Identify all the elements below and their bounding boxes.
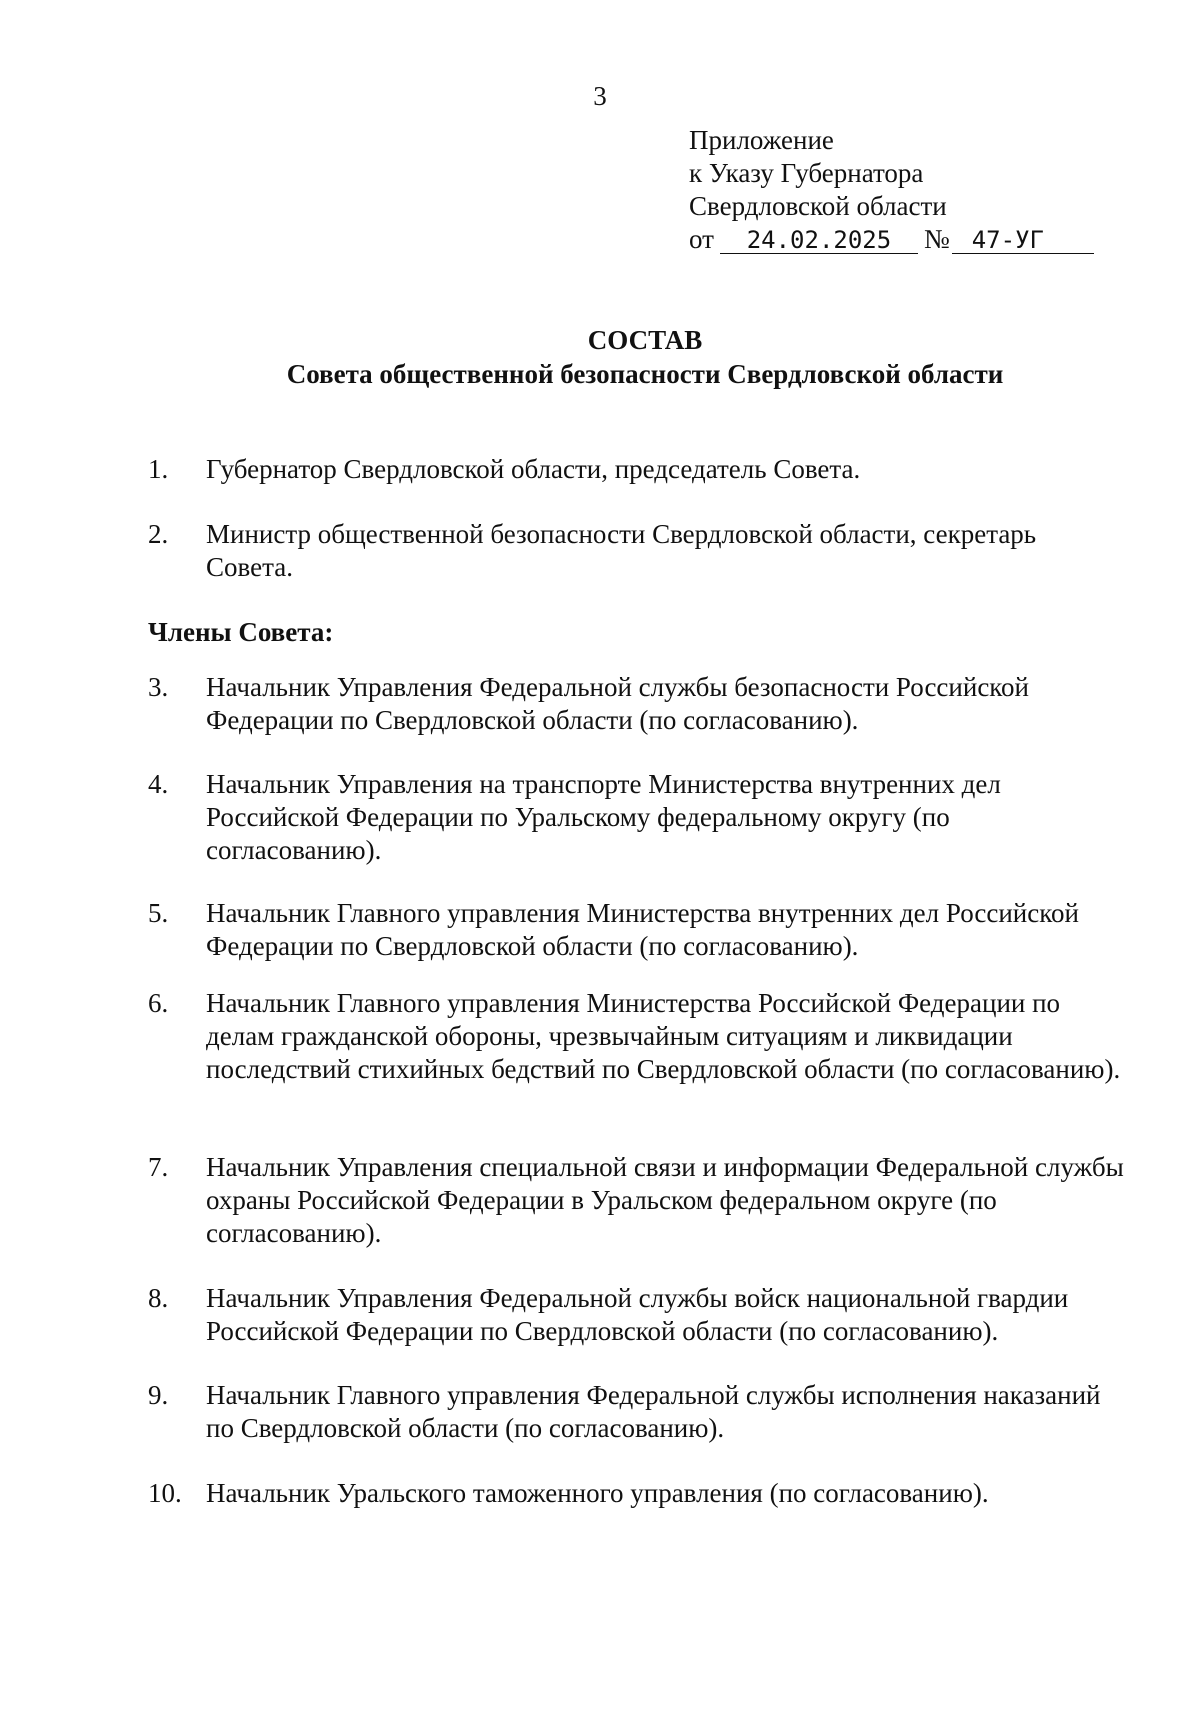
appendix-line-1: Приложение: [689, 125, 834, 155]
list-item: [148, 897, 1128, 963]
list-item: [148, 1151, 1128, 1250]
list-item: [148, 1477, 1128, 1510]
item-text: Начальник Управления на транспорте Министерства внутренних дел Российской Федерации по Уральскому федеральному округу (по согласованию).: [206, 769, 1001, 865]
list-item: [148, 453, 1128, 486]
item-number: 9.: [148, 1380, 169, 1410]
appendix-block: [689, 124, 1094, 256]
item-number: 1.: [148, 454, 169, 484]
item-text: Начальник Уральского таможенного управления (по согласованию).: [206, 1478, 989, 1508]
document-title: [0, 323, 1200, 391]
order-date: 24.02.2025: [720, 227, 918, 254]
item-text: Начальник Главного управления Федеральной службы исполнения наказаний по Свердловской области (по согласованию).: [206, 1380, 1101, 1443]
page-number: 3: [593, 81, 607, 111]
list-item: [148, 518, 1128, 584]
item-text: Начальник Управления Федеральной службы безопасности Российской Федерации по Свердловской области (по согласованию).: [206, 672, 1029, 735]
list-item: [148, 1379, 1128, 1445]
item-text: Начальник Управления Федеральной службы войск национальной гвардии Российской Федерации по Свердловской области (по согласованию).: [206, 1283, 1069, 1346]
item-number: 5.: [148, 898, 169, 928]
members-heading: Члены Совета:: [148, 617, 334, 647]
number-prefix: №: [923, 224, 950, 254]
item-number: 7.: [148, 1152, 169, 1182]
list-item: [148, 1282, 1128, 1348]
appendix-line-3: Свердловской области: [689, 191, 947, 221]
item-number: 10.: [148, 1478, 182, 1508]
appendix-line-2: к Указу Губернатора: [689, 158, 924, 188]
item-text: Начальник Главного управления Министерства Российской Федерации по делам гражданской обороны, чрезвычайным ситуациям и ликвидации последствий стихийных бедствий по Свердловской области (по согласованию).: [206, 988, 1121, 1084]
item-text: Начальник Управления специальной связи и информации Федеральной службы охраны Российской Федерации в Уральском федеральном округе (по согласованию).: [206, 1152, 1124, 1248]
list-item: [148, 987, 1128, 1086]
list-item: [148, 671, 1128, 737]
date-prefix: от: [689, 224, 714, 254]
item-number: 4.: [148, 769, 169, 799]
item-text: Начальник Главного управления Министерства внутренних дел Российской Федерации по Свердловской области (по согласованию).: [206, 898, 1079, 961]
item-number: 2.: [148, 519, 169, 549]
item-number: 8.: [148, 1283, 169, 1313]
title-line-1: СОСТАВ: [587, 325, 703, 355]
title-line-2: Совета общественной безопасности Свердловской области: [286, 359, 1004, 389]
item-text: Министр общественной безопасности Свердловской области, секретарь Совета.: [206, 519, 1037, 582]
item-text: Губернатор Свердловской области, председатель Совета.: [206, 454, 861, 484]
order-number: 47-УГ: [952, 227, 1094, 254]
order-date-number-line: [689, 223, 1094, 256]
list-item: [148, 768, 1128, 867]
item-number: 6.: [148, 988, 169, 1018]
item-number: 3.: [148, 672, 169, 702]
